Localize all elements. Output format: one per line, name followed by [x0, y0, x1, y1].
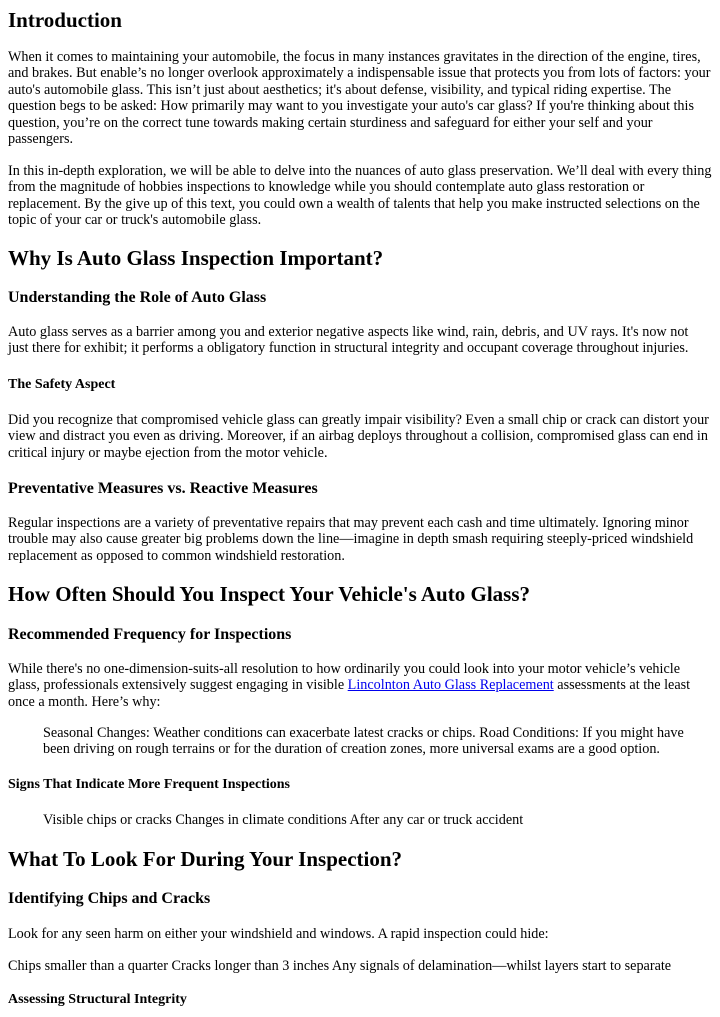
role-paragraph: Auto glass serves as a barrier among you and exterior negative aspects like wind, rain, debris, and UV rays. It's now not just there for exhibit; it performs a obligatory function in structural integrity and occupant coverage throughout injuries. — [8, 324, 689, 357]
preventative-paragraph: Regular inspections are a variety of preventative repairs that may prevent each cash and time ultimately. Ignoring minor trouble may also cause greater big problems down the line—imagine in depth smash requiring steeply-priced windshield replacement as opposed to common windshield restoration. — [8, 515, 694, 564]
frequency-paragraph — [8, 661, 712, 710]
frequency-text-before: While there's no one-dimension-suits-all resolution to how ordinarily you could look into your motor vehicle’s vehicle glass, professionals extensively suggest engaging in visible — [8, 661, 680, 694]
signs-quote: Visible chips or cracks Changes in climate conditions After any car or truck accident — [43, 812, 524, 828]
heading-structural-integrity: Assessing Structural Integrity — [8, 992, 187, 1007]
heading-signs-frequent: Signs That Indicate More Frequent Inspections — [8, 777, 290, 792]
heading-what-to-look-for: What To Look For During Your Inspection? — [8, 847, 403, 871]
intro-paragraph-2: In this in-depth exploration, we will be able to delve into the nuances of auto glass preservation. We’ll deal with every thing from the magnitude of hobbies inspections to knowledge while you should contemplate auto glass restoration or replacement. By the give up of this text, you could own a wealth of talents that help you make instructed selections on the topic of your car or truck's automobile glass. — [8, 163, 712, 229]
heading-recommended-frequency: Recommended Frequency for Inspections — [8, 626, 292, 643]
chips-paragraph-2: Chips smaller than a quarter Cracks longer than 3 inches Any signals of delamination—whilst layers start to separate — [8, 958, 672, 974]
heading-introduction: Introduction — [8, 8, 122, 32]
heading-why-inspection: Why Is Auto Glass Inspection Important? — [8, 246, 384, 270]
frequency-text-after: assessments at the least once a month. Here’s why: — [8, 677, 691, 710]
heading-chips-cracks: Identifying Chips and Cracks — [8, 890, 211, 907]
intro-paragraph-1: When it comes to maintaining your automobile, the focus in many instances gravitates in the direction of the engine, tires, and brakes. But enable’s no longer overlook approximately a indispensable issue that protects you from lots of factors: your auto's automobile glass. This isn’t just about aesthetics; it's about defense, visibility, and typical riding expertise. The question begs to be asked: How primarily may want to you investigate your auto's car glass? If you're thinking about this question, you’re on the correct tune towards making certain sturdiness and safeguard for either your self and your passengers. — [8, 49, 711, 148]
heading-preventative-measures: Preventative Measures vs. Reactive Measures — [8, 480, 318, 497]
heading-safety-aspect: The Safety Aspect — [8, 377, 116, 392]
frequency-reasons-quote: Seasonal Changes: Weather conditions can exacerbate latest cracks or chips. Road Conditions: If you might have been driving on rough terrains or for the duration of creation zones, more universal exams are a good option. — [43, 725, 684, 758]
lincolnton-auto-glass-link[interactable]: Lincolnton Auto Glass Replacement — [347, 677, 554, 694]
heading-how-often: How Often Should You Inspect Your Vehicle's Auto Glass? — [8, 582, 530, 606]
chips-paragraph-1: Look for any seen harm on either your windshield and windows. A rapid inspection could hide: — [8, 926, 549, 942]
safety-paragraph: Did you recognize that compromised vehicle glass can greatly impair visibility? Even a small chip or crack can distort your view and distract you even as driving. Moreover, if an airbag deploys throughout a collision, compromised glass can end in critical injury or maybe ejection from the motor vehicle. — [8, 412, 709, 461]
heading-role-of-glass: Understanding the Role of Auto Glass — [8, 289, 267, 306]
